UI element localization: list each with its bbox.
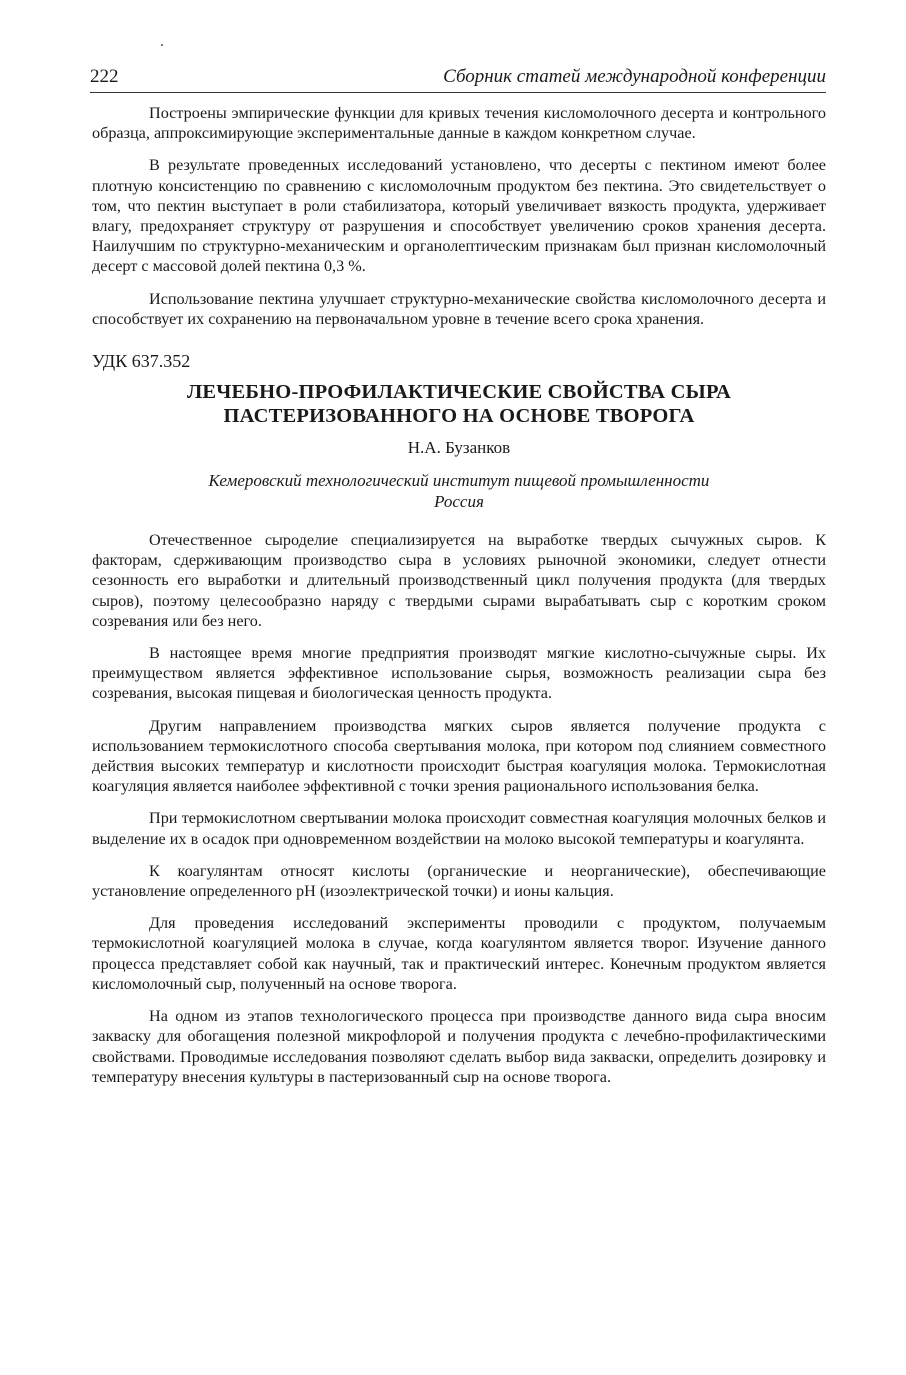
udk-code: УДК 637.352	[92, 351, 191, 372]
article-paragraph-7: На одном из этапов технологического процесса при производстве данного вида сыра вносим закваску для обогащения полезной микрофлорой и получения продукта с лечебно-профилактическими свойствами. Проводимые исследования позволяют сделать выбор вида закваски, определить дозировку и температуру внесения культуры в пастеризованный сыр на основе творога.	[92, 1007, 826, 1086]
article-paragraph-2: В настоящее время многие предприятия производят мягкие кислотно-сычужные сыры. Их преимуществом является эффективное использование сырья, возможность реализации сыра без созревания, высокая пищевая и биологическая ценность продукта.	[92, 644, 826, 703]
article-paragraph-4: При термокислотном свертывании молока происходит совместная коагуляция молочных белков и выделение их в осадок при одновременном воздействии на молоко высокой температуры и коагулянта.	[92, 809, 826, 848]
page-body	[92, 103, 826, 1099]
article-title-line-1: ЛЕЧЕБНО-ПРОФИЛАКТИЧЕСКИЕ СВОЙСТВА СЫРА	[186, 381, 732, 404]
article-paragraph-1: Отечественное сыроделие специализируется на выработке твердых сычужных сыров. К факторам, сдерживающим производство сыра в условиях рыночной экономики, следует отнести сезонность его выработки и длительный производственный цикл получения продукта (для твердых сыров), поэтому целесообразно наряду с твердыми сырами вырабатывать сыр с коротким сроком созревания или без него.	[92, 531, 826, 630]
author-affiliation	[92, 470, 826, 512]
article-author: Н.А. Бузанков	[407, 438, 511, 458]
article-title	[92, 380, 826, 428]
running-title: Сборник статей международной конференции	[443, 66, 826, 87]
article-paragraph-6: Для проведения исследований эксперименты проводили с продуктом, получаемым термокислотной коагуляцией молока в случае, когда коагулянтом является творог. Изучение данного процесса представляет собой как научный, так и практический интерес. Конечным продуктом является кисломолочный сыр, полученный на основе творога.	[92, 914, 826, 993]
page-number: 222	[90, 66, 119, 87]
article-paragraph-5: К коагулянтам относят кислоты (органические и неорганические), обеспечивающие установление определенного pH (изоэлектрической точки) и ионы кальция.	[92, 861, 826, 901]
page-header	[90, 66, 826, 90]
affiliation-institute: Кемеровский технологический институт пищевой промышленности	[208, 471, 710, 491]
intro-paragraph-3: Использование пектина улучшает структурно-механические свойства кисломолочного десерта и способствует их сохранению на первоначальном уровне в течение всего срока хранения.	[92, 289, 826, 328]
affiliation-country: Россия	[434, 492, 484, 512]
article-paragraph-3: Другим направлением производства мягких сыров является получение продукта с использованием термокислотного способа свертывания молока, при котором под слиянием совместного действия высоких температур и кислотности происходит быстрая коагуляция молока. Термокислотная коагуляция является наиболее эффективной с точки зрения рационального использования белка.	[92, 716, 826, 796]
intro-paragraph-1: Построены эмпирические функции для кривых течения кисломолочного десерта и контрольного образца, аппроксимирующие экспериментальные данные в каждом конкретном случае.	[92, 104, 826, 143]
scan-speck	[161, 44, 163, 46]
intro-paragraph-2: В результате проведенных исследований установлено, что десерты с пектином имеют более плотную консистенцию по сравнению с кисломолочным продуктом без пектина. Это свидетельствует о том, что пектин выступает в роли стабилизатора, который увеличивает вязкость продукта, удерживает влагу, предохраняет структуру от разрушения и способствует увеличению сроков хранения десерта. Наилучшим по структурно-механическим и органолептическим признакам был признан кисломолочный десерт с массовой долей пектина 0,3 %.	[92, 156, 826, 276]
header-rule	[90, 92, 826, 93]
article-title-line-2: ПАСТЕРИЗОВАННОГО НА ОСНОВЕ ТВОРОГА	[223, 405, 695, 428]
